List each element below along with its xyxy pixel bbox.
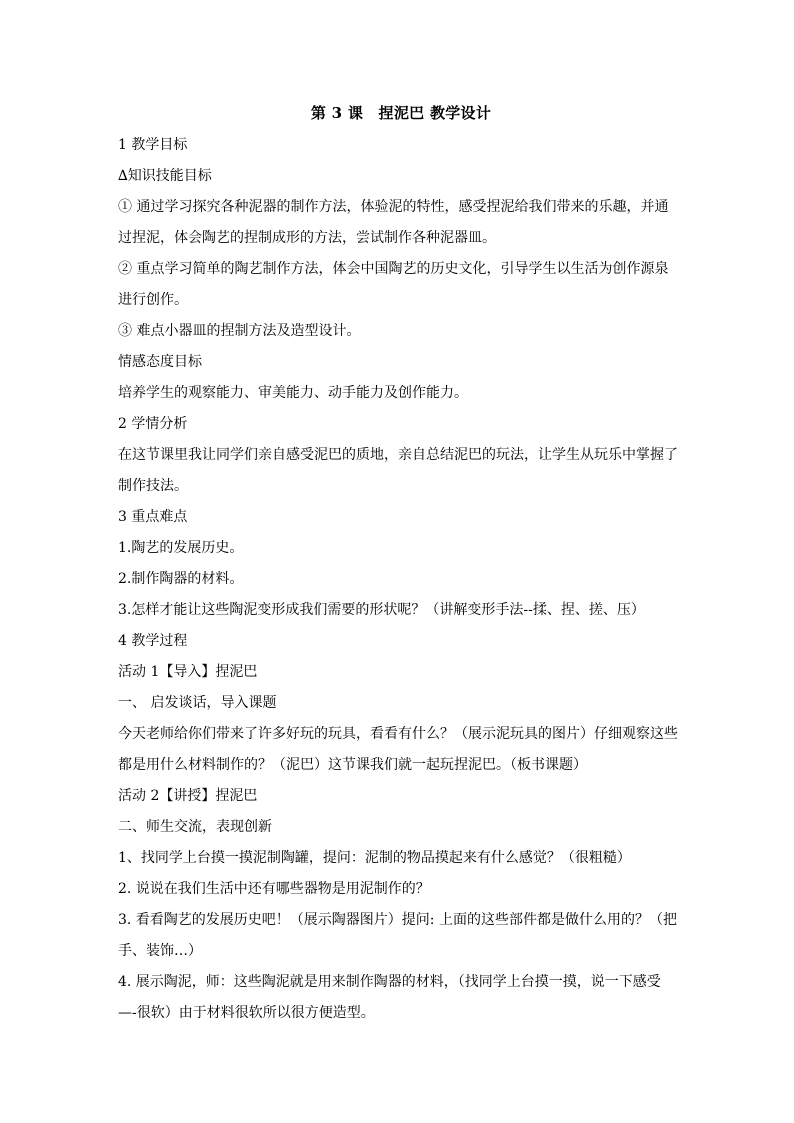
text-line: 2. 说说在我们生活中还有哪些器物是用泥制作的？: [118, 881, 430, 897]
text-line: 活动 2【讲授】捏泥巴: [118, 788, 258, 804]
text-line: 手、装饰…）: [118, 943, 202, 959]
document-body: [118, 100, 684, 1029]
document-title: 第 3 课 捏泥巴 教学设计: [310, 104, 492, 122]
text-line: 情感态度目标: [118, 354, 202, 370]
text-line: 1.陶艺的发展历史。: [118, 540, 244, 556]
text-line: ② 重点学习简单的陶艺制作方法，体会中国陶艺的历史文化，引导学生以生活为创作源泉: [118, 261, 669, 277]
text-line: 过捏泥，体会陶艺的捏制成形的方法，尝试制作各种泥器皿。: [118, 230, 496, 246]
text-line: 在这节课里我让同学们亲自感受泥巴的质地，亲自总结泥巴的玩法，让学生从玩乐中掌握了: [118, 447, 678, 463]
text-line: ③ 难点小器皿的捏制方法及造型设计。: [118, 323, 361, 339]
text-line: ① 通过学习探究各种泥器的制作方法，体验泥的特性，感受捏泥给我们带来的乐趣，并通: [118, 199, 669, 215]
text-line: 今天老师给你们带来了许多好玩的玩具，看看有什么？（展示泥玩具的图片）仔细观察这些: [118, 726, 678, 742]
document-lines: [118, 130, 684, 1029]
text-line: —-很软）由于材料很软所以很方便造型。: [118, 1005, 375, 1021]
text-line: 3 重点难点: [118, 509, 188, 525]
text-line: 都是用什么材料制作的？（泥巴）这节课我们就一起玩捏泥巴。（板书课题）: [118, 757, 587, 773]
text-line: 活动 1【导入】捏泥巴: [118, 664, 258, 680]
text-line: 进行创作。: [118, 292, 188, 308]
text-line: 1、找同学上台摸一摸泥制陶罐，提问：泥制的物品摸起来有什么感觉？（很粗糙）: [118, 850, 631, 866]
text-line: 1 教学目标: [118, 137, 188, 153]
text-line: 4 教学过程: [118, 633, 188, 649]
text-line: 4. 展示陶泥，师：这些陶泥就是用来制作陶器的材料，（找同学上台摸一摸，说一下感受: [118, 974, 661, 990]
text-line: 3. 看看陶艺的发展历史吧！（展示陶器图片）提问: 上面的这些部件都是做什么用的？（把: [118, 912, 677, 928]
text-line: 一、 启发谈话，导入课题: [118, 695, 277, 711]
text-line: 2 学情分析: [118, 416, 188, 432]
text-line: 3.怎样才能让这些陶泥变形成我们需要的形状呢？（讲解变形手法--揉、捏、搓、压）: [118, 602, 645, 618]
text-line: 二、师生交流，表现创新: [118, 819, 272, 835]
text-line: 培养学生的观察能力、审美能力、动手能力及创作能力。: [118, 385, 468, 401]
text-line: ∆知识技能目标: [118, 168, 212, 184]
text-line: 2.制作陶器的材料。: [118, 571, 244, 587]
text-line: 制作技法。: [118, 478, 188, 494]
